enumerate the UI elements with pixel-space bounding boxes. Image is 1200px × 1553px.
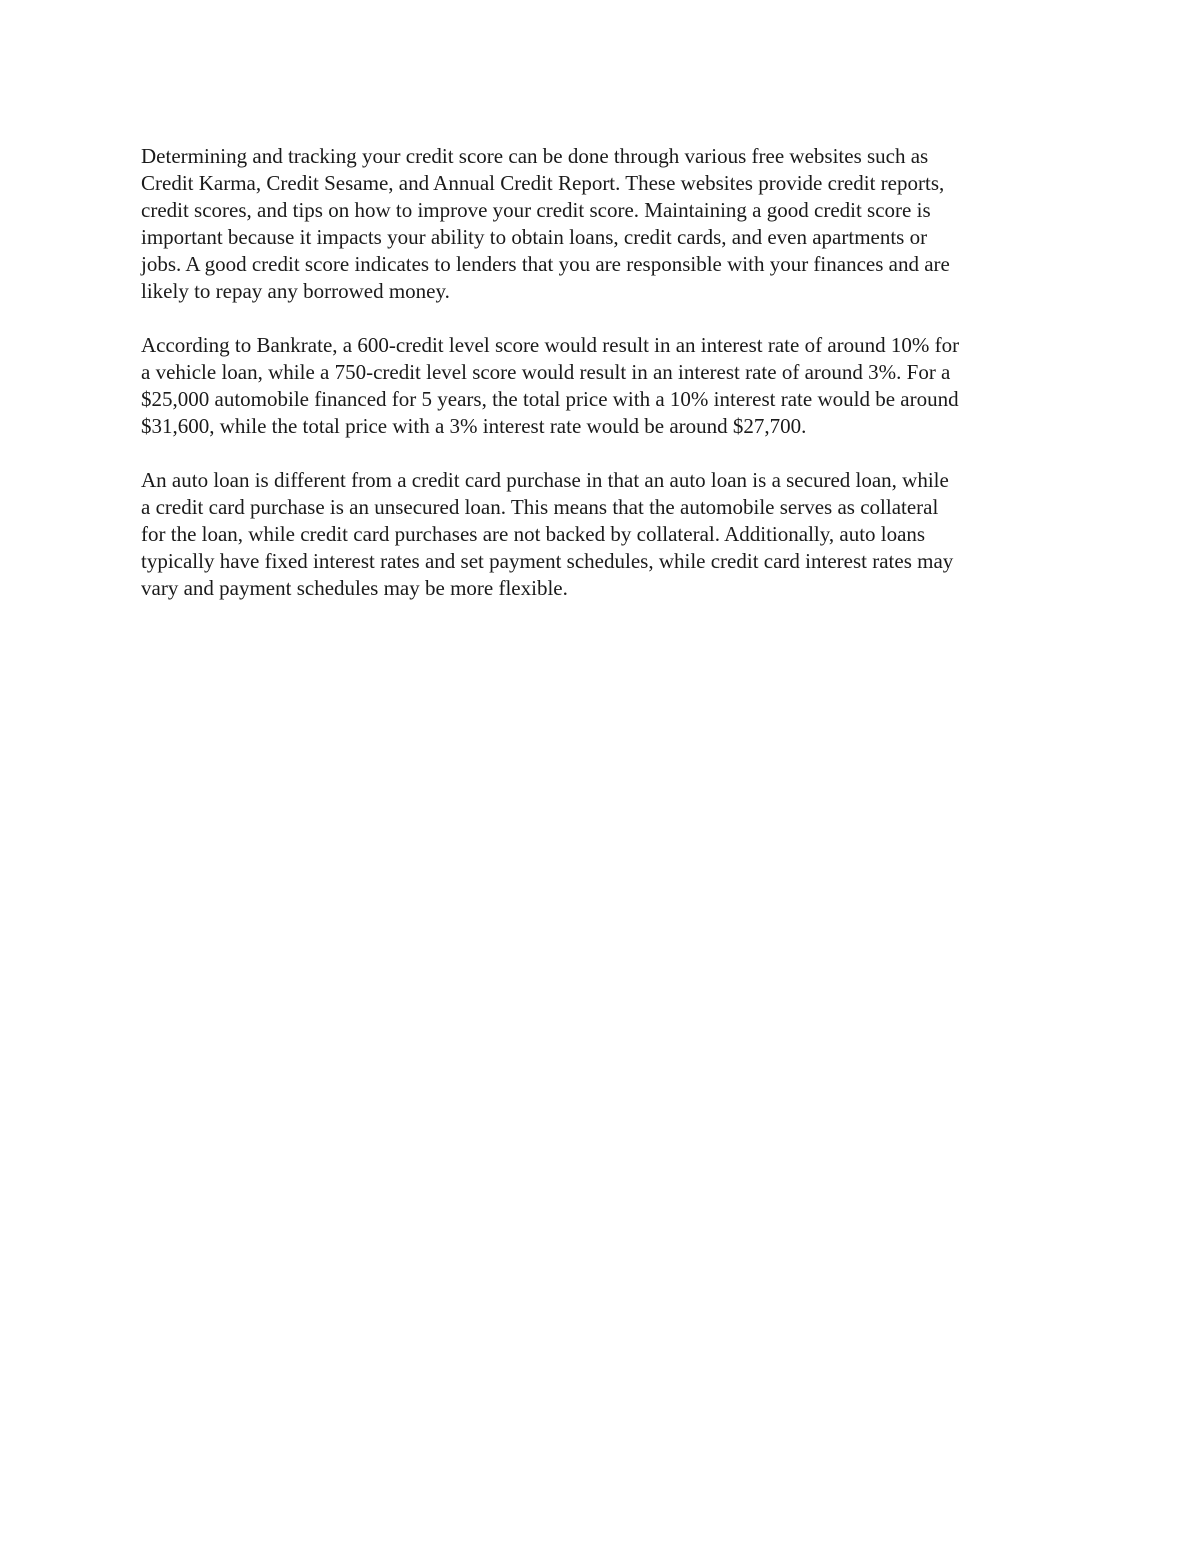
- text-line: vary and payment schedules may be more flexible.: [141, 576, 568, 600]
- text-line: typically have fixed interest rates and set payment schedules, while credit card interest rates may: [141, 549, 954, 573]
- text-line: a vehicle loan, while a 750-credit level score would result in an interest rate of around 3%. For a: [141, 360, 951, 384]
- text-line: likely to repay any borrowed money.: [141, 279, 450, 303]
- text-line: a credit card purchase is an unsecured loan. This means that the automobile serves as collateral: [141, 495, 939, 519]
- paragraph-credit-score-tracking: [141, 143, 1066, 305]
- paragraph-bankrate-interest: [141, 332, 1066, 440]
- text-line: credit scores, and tips on how to improve your credit score. Maintaining a good credit score is: [141, 198, 931, 222]
- text-line: Credit Karma, Credit Sesame, and Annual Credit Report. These websites provide credit reports,: [141, 171, 945, 195]
- text-line: $31,600, while the total price with a 3% interest rate would be around $27,700.: [141, 414, 807, 438]
- document-body: [141, 143, 1066, 629]
- text-line: important because it impacts your ability to obtain loans, credit cards, and even apartments or: [141, 225, 928, 249]
- text-line: $25,000 automobile financed for 5 years, the total price with a 10% interest rate would be around: [141, 387, 959, 411]
- text-line: for the loan, while credit card purchases are not backed by collateral. Additionally, auto loans: [141, 522, 926, 546]
- text-line: According to Bankrate, a 600-credit level score would result in an interest rate of around 10% for: [141, 333, 960, 357]
- text-line: Determining and tracking your credit score can be done through various free websites such as: [141, 144, 929, 168]
- text-line: jobs. A good credit score indicates to lenders that you are responsible with your finances and are: [141, 252, 950, 276]
- paragraph-auto-loan-vs-credit-card: [141, 467, 1066, 602]
- text-line: An auto loan is different from a credit card purchase in that an auto loan is a secured loan, while: [141, 468, 949, 492]
